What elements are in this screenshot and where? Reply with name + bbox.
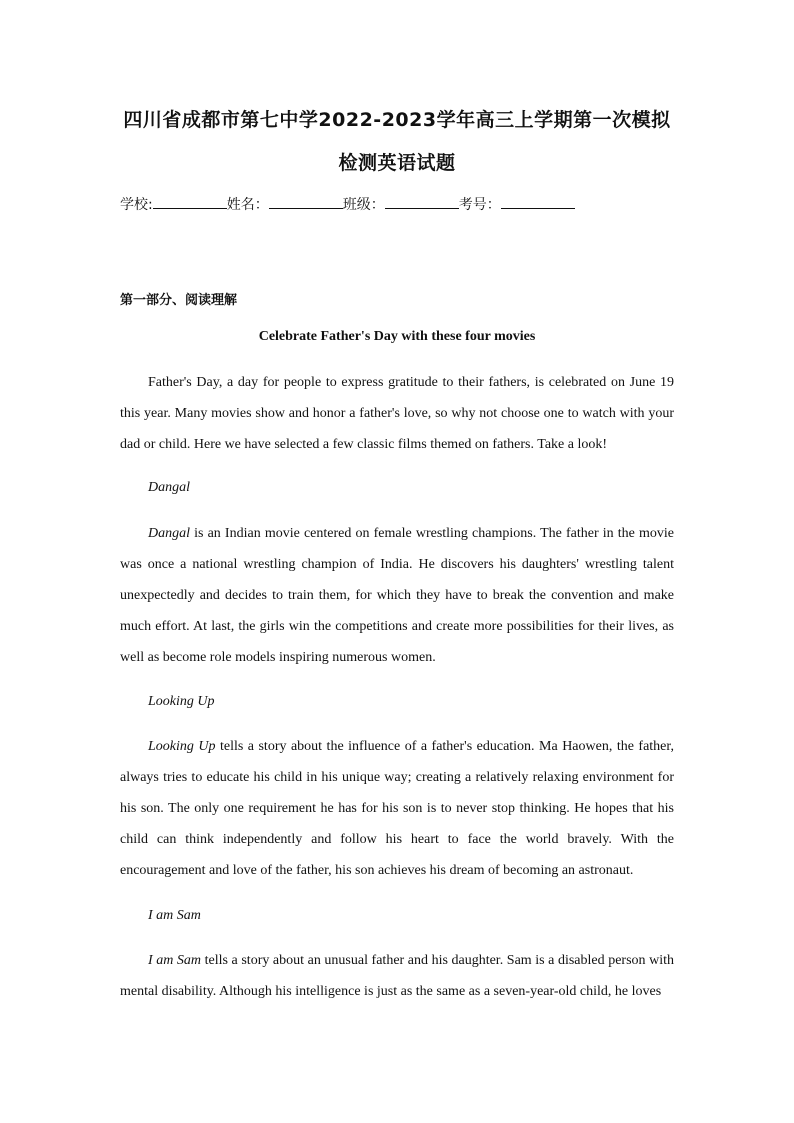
movie-paragraph-dangal (120, 518, 674, 673)
name-label: 姓名： (226, 197, 269, 213)
movie-body-i-am-sam: tells a story about an unusual father and his daughter. Sam is a disabled person with mental disability. Although his intelligence is just as the same as a seven-year-old child, he loves (120, 953, 675, 999)
movie-paragraph-looking-up (120, 731, 674, 886)
movie-title-i-am-sam: I am Sam (148, 908, 201, 923)
student-info-row (120, 194, 575, 214)
passage-heading: Celebrate Father's Day with these four movies (258, 329, 536, 344)
page-title-line-2: 检测英语试题 (338, 152, 456, 174)
movie-title-dangal: Dangal (148, 480, 190, 495)
exam-number-label: 考号： (458, 197, 501, 213)
class-blank (385, 194, 459, 209)
movie-body-dangal: is an Indian movie centered on female wrestling champions. The father in the movie was once a national wrestling champion of India. He discovers his daughters' wrestling talent unexpectedly and decides to train them, for which they have to break the convention and make much effort. At last, the girls win the competitions and create more possibilities for their lives, as well as become role models inspiring numerous women. (120, 526, 674, 665)
movie-lead-i-am-sam: I am Sam (148, 953, 202, 968)
movie-paragraph-i-am-sam (120, 945, 674, 1007)
movie-lead-dangal: Dangal (148, 526, 190, 541)
movie-body-looking-up: tells a story about the influence of a father's education. Ma Haowen, the father, always tries to educate his child in his unique way; creating a relatively relaxing environment for his son. The only one requirement he has for his son is to never stop thinking. He hopes that his child can think independently and follow his heart to face the world bravely. With the encouragement and love of the father, his son achieves his dream of becoming an astronaut. (120, 739, 674, 878)
school-label: 学校: (120, 197, 153, 213)
class-label: 班级： (342, 197, 385, 213)
exam-number-blank (501, 194, 575, 209)
movie-lead-looking-up: Looking Up (148, 739, 216, 754)
movie-title-looking-up: Looking Up (148, 694, 215, 709)
name-blank (269, 194, 343, 209)
page-title-line-1: 四川省成都市第七中学2022-2023学年高三上学期第一次模拟 (123, 109, 671, 131)
school-blank (153, 194, 227, 209)
section-heading: 第一部分、阅读理解 (120, 293, 238, 308)
intro-paragraph: Father's Day, a day for people to express gratitude to their fathers, is celebrated on June 19 this year. Many movies show and honor a father's love, so why not choose one to watch with your dad or child. Here we have selected a few classic films themed on fathers. Take a look! (120, 375, 674, 452)
